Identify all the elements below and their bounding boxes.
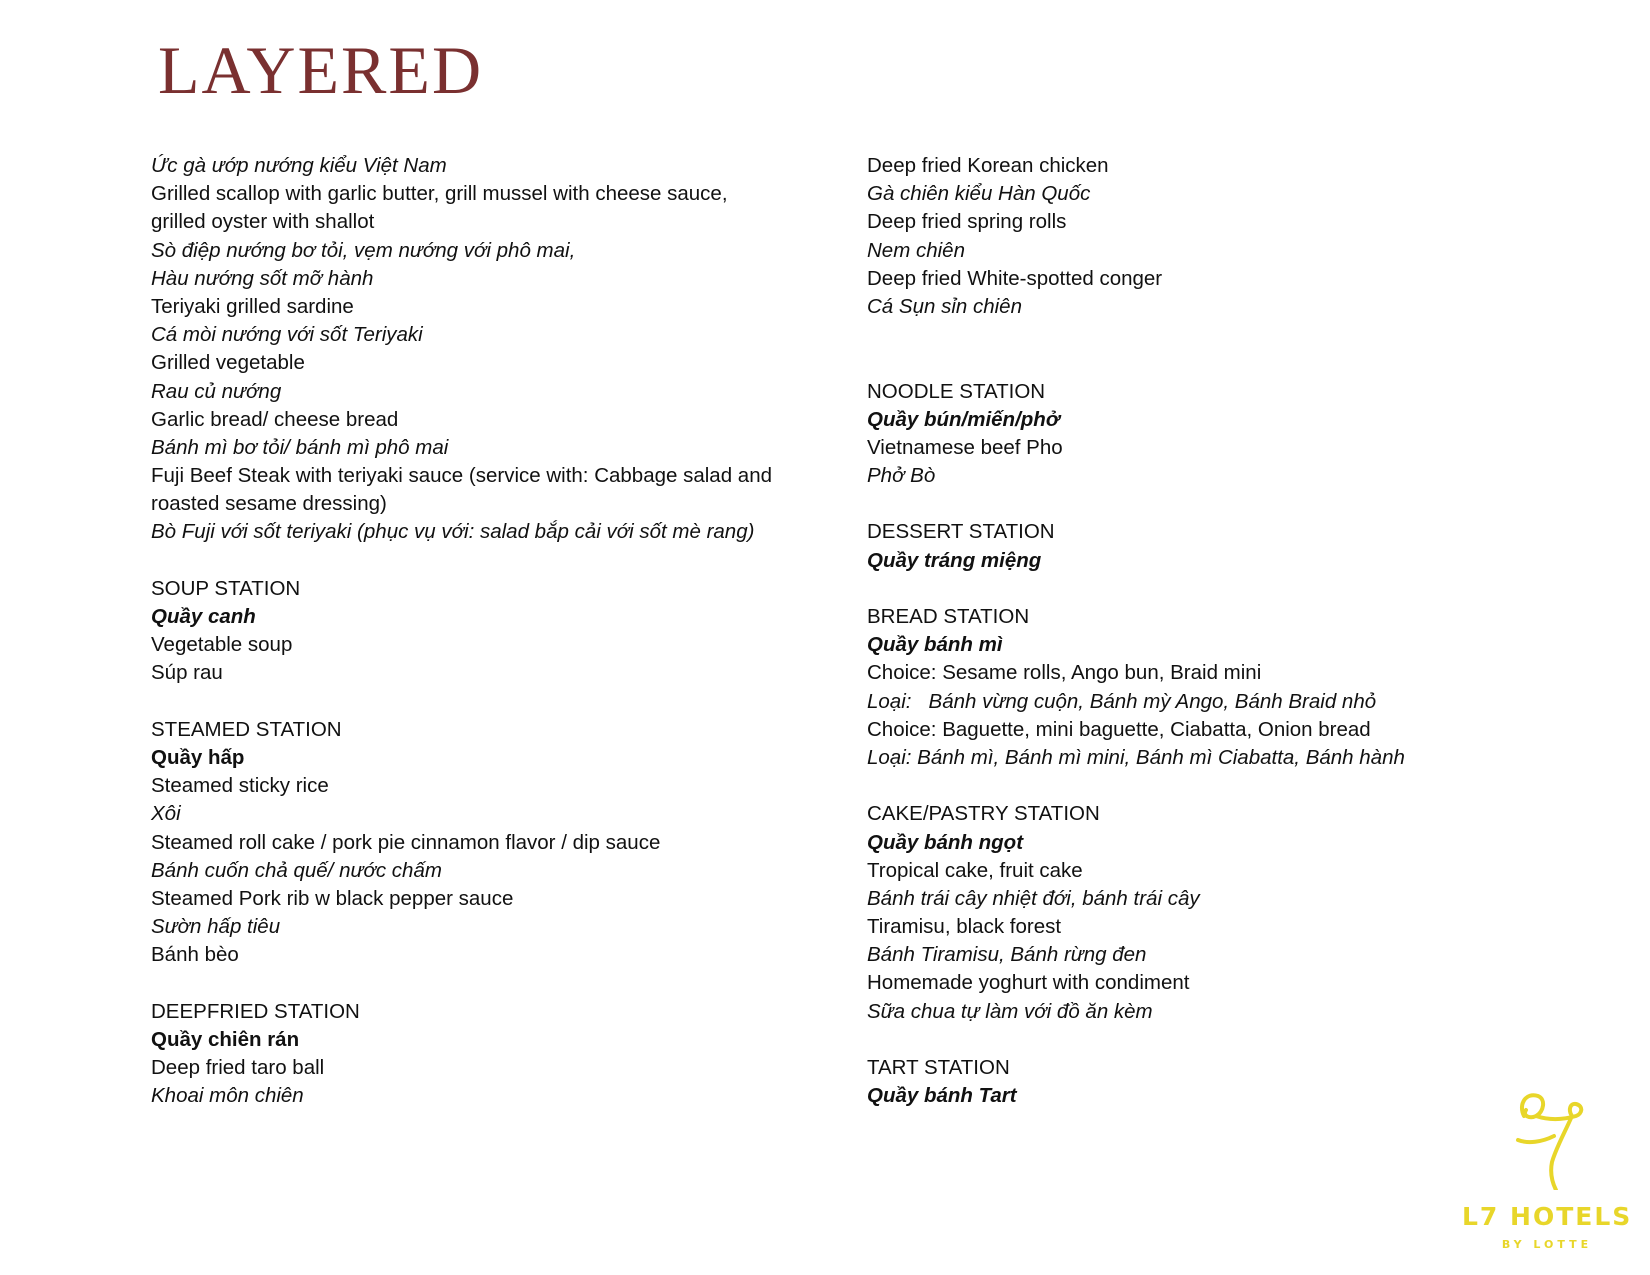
menu-item: Garlic bread/ cheese bread	[151, 407, 399, 431]
section-heading-bread: BREAD STATION	[867, 605, 1030, 629]
brand-name: L7 HOTELS	[1462, 1202, 1633, 1231]
menu-item: Vietnamese beef Pho	[867, 435, 1063, 459]
menu-item: grilled oyster with shallot	[151, 210, 375, 234]
menu-item: Choice: Baguette, mini baguette, Ciabatta, Onion bread	[867, 717, 1371, 741]
menu-item: Cá mòi nướng với sốt Teriyaki	[151, 323, 423, 347]
menu-item: Grilled vegetable	[151, 351, 305, 375]
menu-item: Deep fried taro ball	[151, 1056, 325, 1079]
menu-item: Steamed Pork rib w black pepper sauce	[151, 886, 514, 910]
menu-item: Súp rau	[151, 661, 223, 685]
menu-item: Hàu nướng sốt mỡ hành	[151, 266, 374, 290]
menu-item: Vegetable soup	[151, 633, 293, 657]
section-subheading-bread: Quầy bánh mì	[867, 633, 1003, 657]
menu-column-left	[151, 152, 851, 1110]
menu-item: Sữa chua tự làm với đồ ăn kèm	[867, 999, 1153, 1023]
section-heading-steamed: STEAMED STATION	[151, 717, 342, 741]
menu-item: Loại: Bánh vừng cuộn, Bánh mỳ Ango, Bánh Braid nhỏ	[867, 689, 1377, 713]
menu-item: Choice: Sesame rolls, Ango bun, Braid mini	[867, 661, 1262, 685]
section-subheading-tart: Quầy bánh Tart	[867, 1084, 1017, 1108]
menu-item: Gà chiên kiểu Hàn Quốc	[867, 182, 1091, 206]
menu-item: Sườn hấp tiêu	[151, 915, 281, 939]
menu-item: Loại: Bánh mì, Bánh mì mini, Bánh mì Ciabatta, Bánh hành	[867, 745, 1405, 769]
menu-item: Teriyaki grilled sardine	[151, 294, 354, 318]
section-heading-tart: TART STATION	[867, 1056, 1010, 1080]
menu-column-right	[867, 152, 1587, 1110]
menu-item: Bánh mì bơ tỏi/ bánh mì phô mai	[151, 435, 449, 459]
section-heading-deepfried: DEEPFRIED STATION	[151, 999, 360, 1023]
page-title: LAYERED	[158, 32, 484, 108]
l7-script-logo-icon	[1514, 1086, 1586, 1190]
menu-item: Steamed roll cake / pork pie cinnamon flavor / dip sauce	[151, 830, 661, 854]
menu-item: Ức gà ướp nướng kiểu Việt Nam	[151, 154, 447, 177]
section-heading-dessert: DESSERT STATION	[867, 520, 1055, 544]
menu-item: Deep fried spring rolls	[867, 210, 1067, 234]
menu-item: Homemade yoghurt with condiment	[867, 971, 1190, 995]
menu-item: Cá Sụn sỉn chiên	[867, 294, 1022, 318]
menu-item: Bánh Tiramisu, Bánh rừng đen	[867, 943, 1147, 967]
section-subheading-soup: Quầy canh	[151, 605, 256, 628]
menu-item: roasted sesame dressing)	[151, 492, 387, 516]
menu-item: Bò Fuji với sốt teriyaki (phục vụ với: salad bắp cải với sốt mè rang)	[151, 520, 755, 544]
section-heading-soup: SOUP STATION	[151, 576, 301, 600]
menu-item: Grilled scallop with garlic butter, grill mussel with cheese sauce,	[151, 182, 728, 206]
menu-item: Xôi	[151, 802, 181, 826]
section-subheading-noodle: Quầy bún/miến/phở	[867, 407, 1060, 431]
menu-item: Nem chiên	[867, 238, 965, 262]
section-heading-cake: CAKE/PASTRY STATION	[867, 802, 1100, 826]
section-subheading-dessert: Quầy tráng miệng	[867, 548, 1042, 572]
menu-item: Deep fried Korean chicken	[867, 154, 1109, 177]
section-subheading-cake: Quầy bánh ngọt	[867, 830, 1024, 854]
menu-item: Fuji Beef Steak with teriyaki sauce (service with: Cabbage salad and	[151, 464, 773, 488]
menu-item: Tiramisu, black forest	[867, 915, 1062, 939]
menu-item: Deep fried White-spotted conger	[867, 266, 1163, 290]
menu-item: Bánh bèo	[151, 943, 239, 967]
menu-item: Rau củ nướng	[151, 379, 282, 403]
section-subheading-deepfried: Quầy chiên rán	[151, 1027, 300, 1051]
menu-item: Steamed sticky rice	[151, 774, 329, 798]
brand-logo	[1462, 1086, 1632, 1256]
menu-item: Khoai môn chiên	[151, 1084, 304, 1108]
menu-item: Bánh cuốn chả quế/ nước chấm	[151, 858, 442, 882]
menu-item: Bánh trái cây nhiệt đới, bánh trái cây	[867, 886, 1200, 910]
brand-tagline: BY LOTTE	[1501, 1238, 1593, 1251]
section-heading-noodle: NOODLE STATION	[867, 379, 1046, 403]
menu-item: Phở Bò	[867, 464, 936, 488]
menu-item: Sò điệp nướng bơ tỏi, vẹm nướng với phô mai,	[151, 238, 576, 262]
menu-item: Tropical cake, fruit cake	[867, 858, 1083, 882]
section-subheading-steamed: Quầy hấp	[151, 745, 245, 769]
